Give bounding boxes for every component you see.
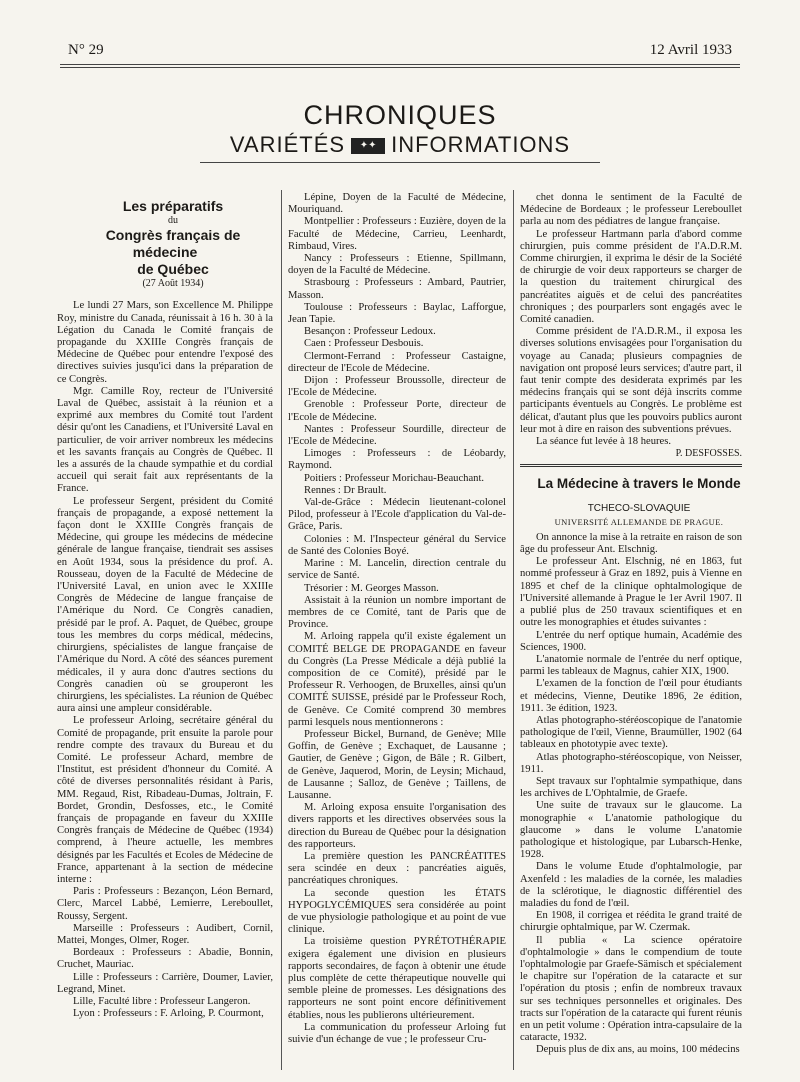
header-rule-2 bbox=[60, 67, 740, 68]
col2-paragraph: Limoges : Professeurs : de Léobardy, Raymond. bbox=[288, 448, 506, 472]
masthead-informations: INFORMATIONS bbox=[391, 132, 571, 157]
col2-paragraph: Marine : M. Lancelin, direction centrale du service de Santé. bbox=[288, 558, 506, 582]
col3-paragraph: La séance fut levée à 18 heures. bbox=[536, 436, 671, 448]
col3-b-paragraph: L'examen de la fonction de l'œil pour étudiants et médecins, Vienne, Deutike 1896, 2e édition, 1911. 3e édition, 1923. bbox=[520, 678, 742, 714]
col2-paragraph: Lépine, Doyen de la Faculté de Médecine, Mouriquand. bbox=[288, 192, 506, 216]
column-1 bbox=[57, 198, 273, 1070]
col1-paragraph: Lille : Professeurs : Carrière, Doumer, Lavier, Legrand, Minet. bbox=[57, 971, 273, 995]
issue-date: 12 Avril 1933 bbox=[649, 42, 732, 58]
col2-paragraph: Clermont-Ferrand : Professeur Castaigne, directeur de l'Ecole de Médecine. bbox=[288, 350, 506, 374]
col3-b-paragraph: Atlas photographo-stéréoscopique de l'anatomie pathologique de l'œil, Vienne, Braumüller, 1902 (64 tableaux en phototypie avec texte). bbox=[520, 714, 742, 751]
col3-b-paragraph: Le professeur Ant. Elschnig, né en 1863, fut nommé professeur à Graz en 1892, puis à Vienne en 1895 et chef de la clinique ophtalmologique de l'Université allemande à Prague le 1er Avril 1907. Il a publié plus de 250 travaux scientifiques et en outre les monographies et études suivantes : bbox=[520, 556, 742, 629]
signature: P. DESFOSSES. bbox=[675, 448, 742, 460]
col1-paragraph: Mgr. Camille Roy, recteur de l'Université Laval de Québec, assistait à la réunion et a exprimé aux membres du Comité tout l'ardent désir qu'ont les Canadiens, et l'Université Laval en particulier, de voir arriver nombreux les médecins et les savants français au Congrès de Québec. Il les a assurés de la chaude sympathie et du cordial accueil qui serait fait aux représentants de la France. bbox=[57, 385, 273, 495]
article-title-2: Congrès français de médecine bbox=[105, 227, 241, 261]
column-divider-2 bbox=[513, 190, 514, 1070]
column-divider-1 bbox=[281, 190, 282, 1070]
country-heading: TCHECO-SLOVAQUIE bbox=[587, 503, 691, 515]
col2-paragraph: Grenoble : Professeur Porte, directeur de l'Ecole de Médecine. bbox=[288, 399, 506, 423]
col2-paragraph: Montpellier : Professeurs : Euzière, doyen de la Faculté de Médecine, Carrieu, Leenhardt, Rimbaud, Vires. bbox=[288, 216, 506, 252]
col2-paragraph: Caen : Professeur Desbouis. bbox=[304, 338, 424, 350]
col2-paragraph: Dijon : Professeur Broussolle, directeur de l'Ecole de Médecine. bbox=[288, 375, 506, 399]
header-rule bbox=[60, 64, 740, 65]
masthead-subtitle bbox=[0, 132, 800, 158]
col3-b-paragraph: Une suite de travaux sur le glaucome. La monographie « L'anatomie pathologique du glaucome » dans le volume L'anatomie pathologique et histologique, par Lubarsch-Henke, 1928. bbox=[520, 800, 742, 861]
col2-paragraph: M. Arloing rappela qu'il existe également un COMITÉ BELGE DE PROPAGANDE en faveur du Congrès (La Presse Médicale a déjà publié la composition de ce Comité), présidé par le Professeur R. Verhoogen, de Bruxelles, ainsi qu'un COMITÉ SUISSE, présidé par le Professeur Roch, de Genève. Ce Comité comprend 30 membres parmi lesquels nous mentionnerons : bbox=[288, 631, 506, 728]
col2-paragraph: Nancy : Professeurs : Etienne, Spillmann, doyen de la Faculté de Médecine. bbox=[288, 253, 506, 277]
col1-paragraph: Lyon : Professeurs : F. Arloing, P. Courmont, bbox=[73, 1008, 264, 1020]
col2-paragraph: Val-de-Grâce : Médecin lieutenant-colonel Pilod, professeur à l'Ecole d'application du Val-de-Grâce, Paris. bbox=[288, 497, 506, 533]
col2-paragraph: Professeur Bickel, Burnand, de Genève; Mlle Goffin, de Genève ; Exchaquet, de Lausanne ; Gautier, de Genève ; Gigon, de Bâle ; R. Gilbert, de Genève, Jaquerod, Morin, de Leysin; Michaud, de Lausanne ; Salloz, de Genève ; Taillens, de Lausanne. bbox=[288, 728, 506, 801]
col2-paragraph: Strasbourg : Professeurs : Ambard, Pautrier, Masson. bbox=[288, 277, 506, 301]
col3-paragraph: Le professeur Hartmann parla d'abord comme chirurgien, puis comme président de l'A.D.R.M. Comme chirurgien, il exprima le désir de la Société de chirurgie de voir deux rapporteurs se charger de la question du traitement chirurgical des pancréatites aiguës et de celui des pancréatites chroniques ; des pourparlers sont engagés avec le Comité canadien. bbox=[520, 228, 742, 326]
column-2 bbox=[288, 192, 506, 1070]
col2-paragraph: La première question les PANCRÉATITES sera scindée en deux : pancréaties aiguës, pancréatiques chroniques. bbox=[288, 850, 506, 887]
col2-paragraph: Poitiers : Professeur Morichau-Beauchant. bbox=[304, 472, 485, 484]
col3-paragraph: chet donna le sentiment de la Faculté de Médecine de Bordeaux ; le professeur Lereboullet parla au nom des pédiatres de langue française. bbox=[520, 192, 742, 228]
col1-paragraph: Le lundi 27 Mars, son Excellence M. Philippe Roy, ministre du Canada, réunissait à 16 h. 30 à la Légation du Canada le Comité français de propagande du XXIIIe Congrès français de Médecine de Québec pour entendre l'exposé des directives suivies jusqu'ici dans la préparation de ce Congrès. bbox=[57, 300, 273, 385]
col1-paragraph: Le professeur Arloing, secrétaire général du Comité de propagande, prit ensuite la parole pour rendre compte des travaux du Bureau et du Comité. Le professeur Achard, membre de l'Institut, est président d'honneur du Comité. A côté de diverses personnalités résidant à Paris, MM. Regaud, Rist, Ribadeau-Dumas, Joltrain, F. Bordet, Grondin, Desfosses, etc., le Comité français de propagande en faveur du XXIIIe Congrès français de Médecine de Québec (1934) comprend, à l'heure actuelle, les membres désignés par les Facultés et Ecoles de Médecine de France, appartenant à la section de médecine interne : bbox=[57, 715, 273, 885]
masthead-title: CHRONIQUES bbox=[303, 100, 497, 130]
university-heading: UNIVERSITÉ ALLEMANDE DE PRAGUE. bbox=[554, 516, 724, 527]
col3-paragraph: Comme président de l'A.D.R.M., il exposa les diverses solutions envisagées pour l'organisation du voyage au Canada; plusieurs compagnies de navigation ont proposé leurs services; d'autre part, il faut tenir compte des desiderata exprimés par les médecins français qui se sont déjà inscrits comme participants éventuels au Congrès. Le problème est délicat, d'autant plus que les pouvoirs publics auront leur mot à dire en raison des subventions prévues. bbox=[520, 326, 742, 435]
col1-paragraph: Paris : Professeurs : Bezançon, Léon Bernard, Clerc, Marcel Labbé, Lemierre, Lereboullet, Roussy, Sergent. bbox=[57, 886, 273, 922]
ornament-icon: ✦✦ bbox=[351, 138, 385, 154]
col1-paragraph: Bordeaux : Professeurs : Abadie, Bonnin, Cruchet, Mauriac. bbox=[57, 947, 273, 971]
col3-b-paragraph: Atlas photographo-stéréoscopique, von Neisser, 1911. bbox=[520, 751, 742, 775]
col3-b-paragraph: L'entrée du nerf optique humain, Académie des Sciences, 1900. bbox=[520, 629, 742, 653]
col2-paragraph: M. Arloing exposa ensuite l'organisation des divers rapports et les directives observées sous la direction du Bureau de Québec pour la désignation des rapporteurs. bbox=[288, 802, 506, 850]
col2-paragraph: La communication du professeur Arloing fut suivie d'un échange de vue ; le professeur Cru- bbox=[288, 1021, 506, 1046]
col1-paragraph: Le professeur Sergent, président du Comité français de propagande, a exposé nettement la façon dont le XXIIIe Congrès français de Médecine, qui groupe les médecins de médecine générale de langue française, tiendrait ses assises en Août 1934, sous la présidence du prof. A. Rousseau, doyen de la Faculté de Médecine de l'Université Laval, en union avec le XXIIIe Congrès de Médecine de langue française de l'Amérique du Nord. Ce Congrès canadien, présidé par le prof. A. Paquet, de Québec, groupe tous les membres du corps médical, médecins, chirurgiens, spécialistes de langue française de l'Amérique du Nord. A côté des séances purement médicales, il y aura donc d'autres sections du Congrès canadien où se grouperont les chirurgiens, les spécialistes. La réunion de Québec aura ainsi une ampleur considérable. bbox=[57, 495, 273, 715]
col3-b-paragraph: Il publia « La science opératoire d'ophtalmologie » dans le compendium de toute l'ophtalmologie par Graefe-Sämisch et spécialement le chapitre sur l'opération de la cataracte et sur l'opération du ptosis ; enfin de nombreux travaux sur ses techniques personnelles et originales. Des tracts sur l'opération de la cataracte qui furent réunis en un petit volume : Opération intra-capsulaire de la cataracte, 1932. bbox=[520, 934, 742, 1044]
section-rule bbox=[520, 464, 742, 467]
col3-b-paragraph: Sept travaux sur l'ophtalmie sympathique, dans les archives de L'Ophtalmie, de Graefe. bbox=[520, 775, 742, 800]
col3-b-paragraph: Dans le volume Etude d'ophtalmologie, par Axenfeld : les maladies de la cornée, les maladies de la sclérotique, le diagnostic différentiel des maladies du fond de l'œil. bbox=[520, 861, 742, 909]
col2-paragraph: Trésorier : M. Georges Masson. bbox=[304, 582, 439, 594]
col2-paragraph: Assistait à la réunion un nombre important de membres de ce Comité, tant de Paris que de Province. bbox=[288, 594, 506, 631]
col3-b-paragraph: En 1908, il corrigea et réédita le grand traité de chirurgie ophtalmique, par W. Czermak. bbox=[520, 910, 742, 934]
article-title-du: du bbox=[168, 215, 178, 226]
col2-paragraph: Toulouse : Professeurs : Baylac, Lafforgue, Jean Tapie. bbox=[288, 301, 506, 326]
col2-paragraph: Rennes : Dr Brault. bbox=[304, 484, 387, 496]
article-date: (27 Août 1934) bbox=[142, 278, 204, 290]
col1-paragraph: Lille, Faculté libre : Professeur Langeron. bbox=[73, 995, 251, 1007]
issue-number: N° 29 bbox=[68, 42, 104, 58]
article-title-3: de Québec bbox=[137, 261, 209, 278]
section-title: La Médecine à travers le Monde bbox=[537, 476, 741, 492]
col2-paragraph: Besançon : Professeur Ledoux. bbox=[304, 326, 436, 338]
masthead-varietes: VARIÉTÉS bbox=[229, 132, 346, 157]
col2-paragraph: La troisième question PYRÉTOTHÉRAPIE exigera également une division en plusieurs rapports secondaires, de façon à obtenir une étude plus complète de cette thérapeutique nouvelle qui semble pleine de promesses. Les désignations des rapporteurs ne sont point encore définitivement établies, nous les publierons ultérieurement. bbox=[288, 936, 506, 1021]
col3-b-paragraph: On annonce la mise à la retraite en raison de son âge du professeur Ant. Elschnig. bbox=[520, 531, 742, 556]
article-title-1: Les préparatifs bbox=[122, 198, 224, 214]
masthead-rule bbox=[200, 162, 600, 163]
col3-b-paragraph: L'anatomie normale de l'entrée du nerf optique, parmi les tableaux de Magnus, cahier XIX, 1900. bbox=[520, 653, 742, 678]
col2-paragraph: Colonies : M. l'Inspecteur général du Service de Santé des Colonies Boyé. bbox=[288, 533, 506, 557]
col2-paragraph: La seconde question les ÉTATS HYPOGLYCÉMIQUES sera considérée au point de vue physiologie pathologique et au point de vue clinique. bbox=[288, 887, 506, 936]
col2-paragraph: Nantes : Professeur Sourdille, directeur de l'Ecole de Médecine. bbox=[288, 423, 506, 448]
col3-b-paragraph: Depuis plus de dix ans, au moins, 100 médecins bbox=[536, 1044, 740, 1056]
column-3 bbox=[520, 192, 742, 1070]
col1-paragraph: Marseille : Professeurs : Audibert, Cornil, Mattei, Monges, Olmer, Roger. bbox=[57, 922, 273, 946]
